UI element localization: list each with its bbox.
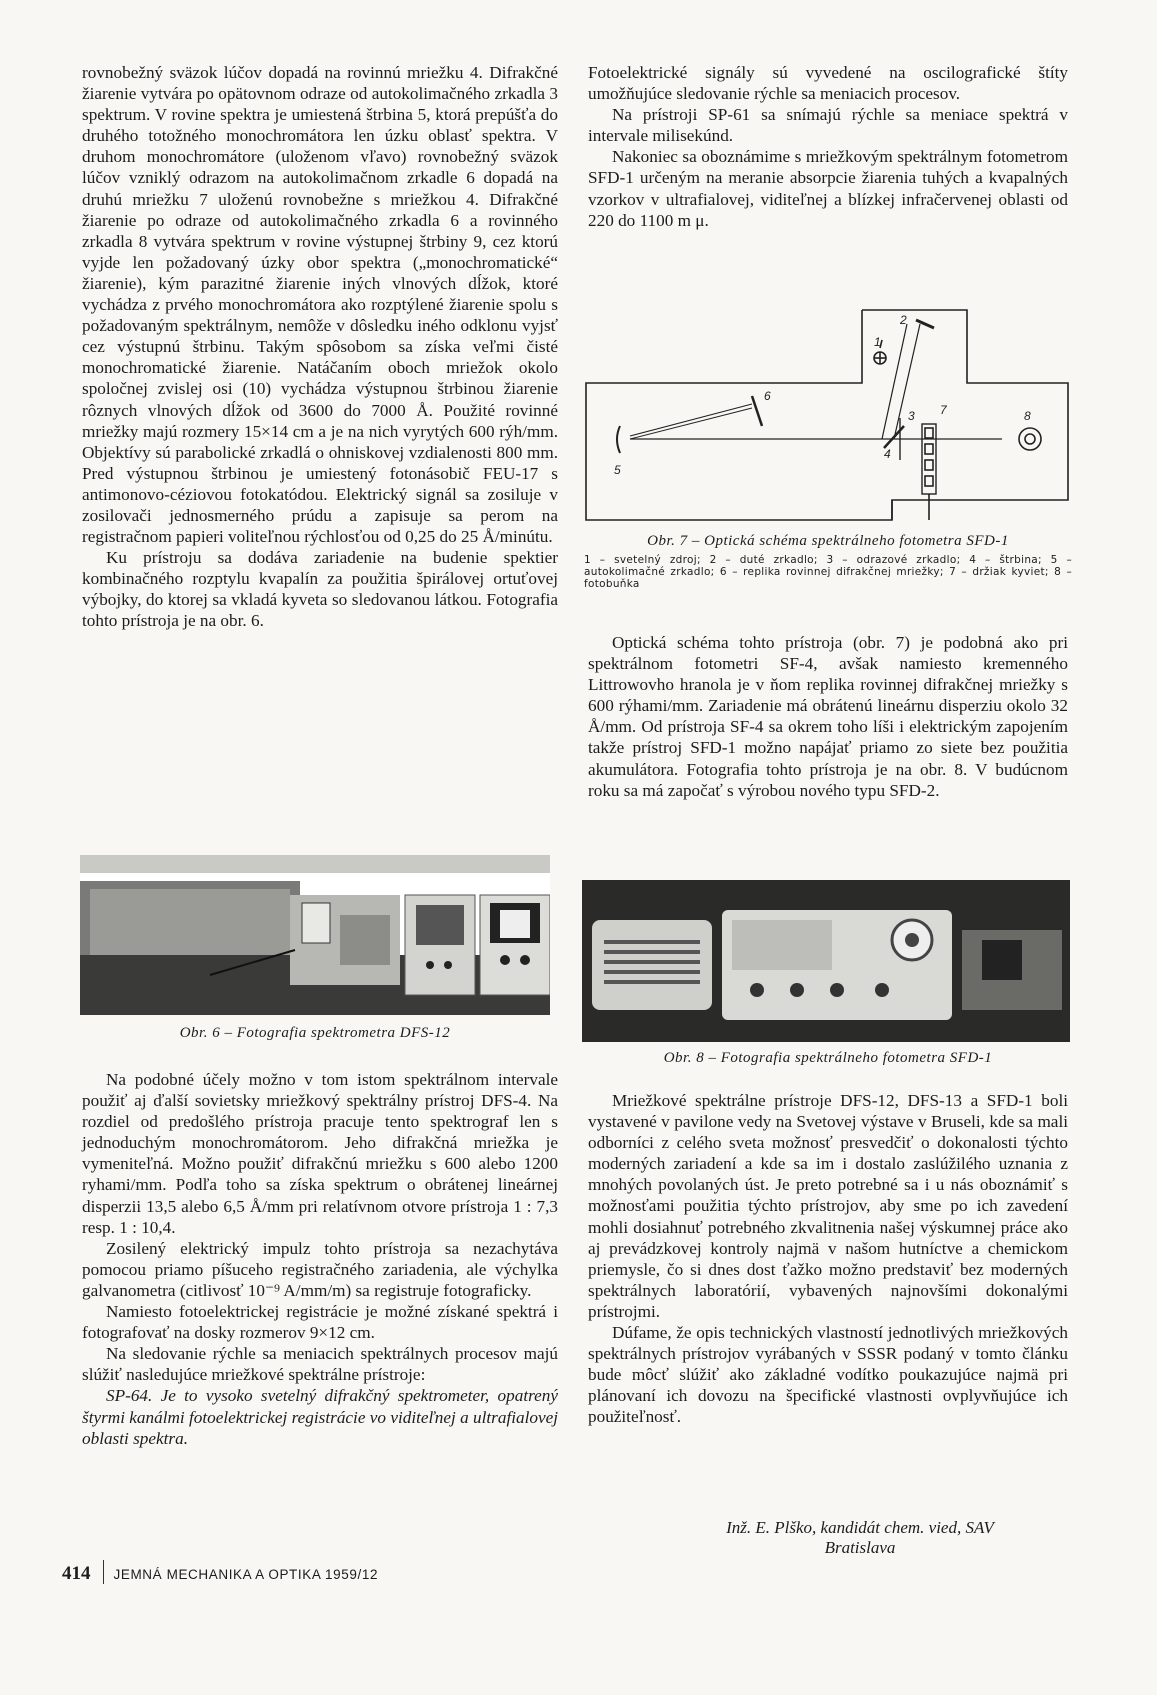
paragraph: Na sledovanie rýchle sa meniacich spektrálnych procesov majú slúžiť nasledujúce mriežkové spektrálne prístroje: <box>82 1344 558 1385</box>
paragraph: Optická schéma tohto prístroja (obr. 7) je podobná ako pri spektrálnom fotometri SF-4, avšak namiesto kremenného Littrowovho hranola je v ňom replika rovinnej difrakčnej mriežky s 600 rýhami/mm. Zariadenie má obrátenú lineárnu disperziu okolo 32 Å/mm. Od prístroja SF-4 sa okrem toho líši i elektrickým zapojením takže prístroj SFD-1 možno napájať priamo zo siete bez použitia akumulátora. Fotografia tohto prístroja je na obr. 8. V budúcnom roku sa má započať s výrobou nového typu SFD-2. <box>588 633 1068 800</box>
label-3: 3 <box>908 409 915 423</box>
journal-name: JEMNÁ MECHANIKA A OPTIKA 1959/12 <box>113 1567 379 1582</box>
figure-7-caption: Obr. 7 – Optická schéma spektrálneho fotometra SFD-1 <box>647 533 1009 549</box>
left-column-bottom <box>82 1069 558 1449</box>
page-number: 414 <box>62 1563 91 1584</box>
paragraph: Nakoniec sa oboznámime s mriežkovým spektrálnym fotometrom SFD-1 určeným na meranie absorpcie žiarenia tuhých a kvapalných vzorkov v ultrafialovej, viditeľnej a blízkej infračervenej oblasti od 220 do 1100 m μ. <box>588 147 1068 230</box>
label-4: 4 <box>884 447 891 461</box>
paragraph: Zosilený elektrický impulz tohto prístroja sa nezachytáva pomocou priamo píšuceho registračného zariadenia, ale výchylka galvanometra (citlivosť 10⁻⁹ A/mm/m) sa registruje fotograficky. <box>82 1238 558 1300</box>
figure-6-photo <box>80 855 550 1015</box>
paragraph: Na prístroji SP-61 sa snímajú rýchle sa meniace spektrá v intervale milisekúnd. <box>588 105 1068 146</box>
right-column-top <box>588 62 1068 231</box>
figure-6-caption: Obr. 6 – Fotografia spektrometra DFS-12 <box>179 1025 451 1041</box>
author-location: Bratislava <box>824 1538 896 1557</box>
page-footer <box>62 1560 378 1585</box>
footer-divider <box>103 1560 104 1584</box>
paragraph: Dúfame, že opis technických vlastností jednotlivých mriežkových spektrálnych prístrojov vyrábaných v SSSR podaný v tomto článku bude môcť slúžiť ako základné vodítko poukazujúce najmä pri plánovaní ich dovozu na špecifické vlastnosti ovplyvňujúce ich použiteľnosť. <box>588 1323 1068 1427</box>
label-6: 6 <box>764 389 771 403</box>
left-column-top <box>82 62 558 632</box>
paragraph: Mriežkové spektrálne prístroje DFS-12, DFS-13 a SFD-1 boli vystavené v pavilone vedy na Svetovej výstave v Bruseli, kde sa mali odborníci z celého sveta možnosť presvedčiť o dokonalosti týchto moderných zariadení a kde sa im i dostalo zaslúžilého uznania z mnohých povolaných úst. Je preto potrebné sa i u nás oboznámiť s možnosťami použitia týchto prístrojov, aby sme po ich zavedení mohli dosiahnuť potrebného zkvalitnenia našej výskumnej práce ako aj prevádzkovej kontroly najmä v našom hutníctve a chemickom priemysle, čo si dnes dost ťažko možno predstaviť bez moderných spektrálnych laboratórií, vybavených najnovšími dokonalými prístrojmi. <box>588 1091 1068 1321</box>
figure-8-caption: Obr. 8 – Fotografia spektrálneho fotometra SFD-1 <box>663 1050 993 1066</box>
right-column-bottom <box>588 1090 1068 1428</box>
paragraph: Na podobné účely možno v tom istom spektrálnom intervale použiť aj ďalší sovietsky mriežkový spektrálny prístroj DFS-4. Na rozdiel od predošlého prístroja pracuje tento spektrograf len s jednoduchým monochromátorom. Jeho difrakčná mriežka je vymeniteľná. Možno použiť difrakčnú mriežku s 600 alebo 1200 ryhami/mm. Podľa toho sa získa spektrum o obrátenej lineárnej disperzii 13,5 alebo 6,5 Å/mm pri relatívnom otvore prístroja 1 : 7,3 resp. 1 : 10,4. <box>82 1070 558 1237</box>
label-7: 7 <box>940 403 947 417</box>
label-2: 2 <box>900 313 907 327</box>
paragraph: SP-64. Je to vysoko svetelný difrakčný spektrometer, opatrený štyrmi kanálmi fotoelektrickej registrácie vo viditeľnej a ultrafialovej oblasti spektra. <box>82 1386 558 1448</box>
figure-7-legend: 1 – svetelný zdroj; 2 – duté zrkadlo; 3 – odrazové zrkadlo; 4 – štrbina; 5 – autokolimačné zrkadlo; 6 – replika rovinnej difrakčnej mriežky; 7 – držiak kyviet; 8 – fotobuňka <box>584 554 1072 590</box>
figure-7-diagram <box>582 308 1072 523</box>
author-signature <box>660 1518 1060 1558</box>
paragraph: Ku prístroju sa dodáva zariadenie na budenie spektier kombinačného rozptylu kvapalín za použitia špirálovej ortuťovej výbojky, do ktorej sa vkladá kyveta so sledovanou látkou. Fotografia tohto prístroja je na obr. 6. <box>82 548 558 631</box>
paragraph: Namiesto fotoelektrickej registrácie je možné získané spektrá i fotografovať na dosky rozmerov 9×12 cm. <box>82 1302 558 1343</box>
label-1: 1 <box>874 335 881 349</box>
right-column-mid <box>588 632 1068 801</box>
paragraph: rovnobežný sväzok lúčov dopadá na rovinnú mriežku 4. Difrakčné žiarenie vytvára po opätovnom odraze od autokolimačného zrkadla 3 spektrum. V rovine spektra je umiestená štrbina 5, ktorá prepúšťa do druhého totožného monochromátora len úzku oblasť spektra. V druhom monochromátore (uloženom vľavo) rovnobežný sväzok lúčov vzniklý odrazom na autokolimačnom zrkadle 6 dopadá na druhú mriežku 7 uloženú rovnobežne s mriežkou 4. Difrakčné žiarenie po odraze od autokolimačného zrkadla 6 a rovinného zrkadla 8 vytvára spektrum v rovine výstupnej štrbiny 9, cez ktorú vyjde len požadovaný úzky obor spektra („monochromatické“ žiarenie), kým parazitné žiarenie iných vlnových dĺžok, ktoré vychádza z prvého monochromátora ako rozptýlené žiarenie spolu s požadovaným spektrálnym, nemôže v dôsledku iného odklonu vyjsť cez výstupnú štrbinu. Takým spôsobom sa získa veľmi čisté monochromatické žiarenie. Natáčaním oboch mriežok okolo spoločnej zvislej osi (10) vychádza výstupnou štrbinou žiarenie rôznych vlnových dĺžok od 3600 do 7000 Å. Použité rovinné mriežky majú rozmery 15×14 cm a je na nich vyrytých 600 rýh/mm. Objektívy sú parabolické zrkadlá o ohniskovej vzdialenosti 800 mm. Pred výstupnou štrbinou je umiestený fotonásobič FEU-17 s antimonovo-céziovou fotokatódou. Elektrický signál sa zosiluje v zosilovači jednosmerného prúdu a zapisuje sa perom na registračnom papieri voliteľnou rýchlosťou od 0,25 do 25 Å/minútu. <box>82 63 558 547</box>
paragraph: Fotoelektrické signály sú vyvedené na oscilografické štíty umožňujúce sledovanie rýchle sa meniacich procesov. <box>588 63 1068 104</box>
label-5: 5 <box>614 463 621 477</box>
figure-8-photo <box>582 880 1070 1042</box>
author-name: Inž. E. Plško, kandidát chem. vied, SAV <box>726 1518 994 1537</box>
label-8: 8 <box>1024 409 1031 423</box>
